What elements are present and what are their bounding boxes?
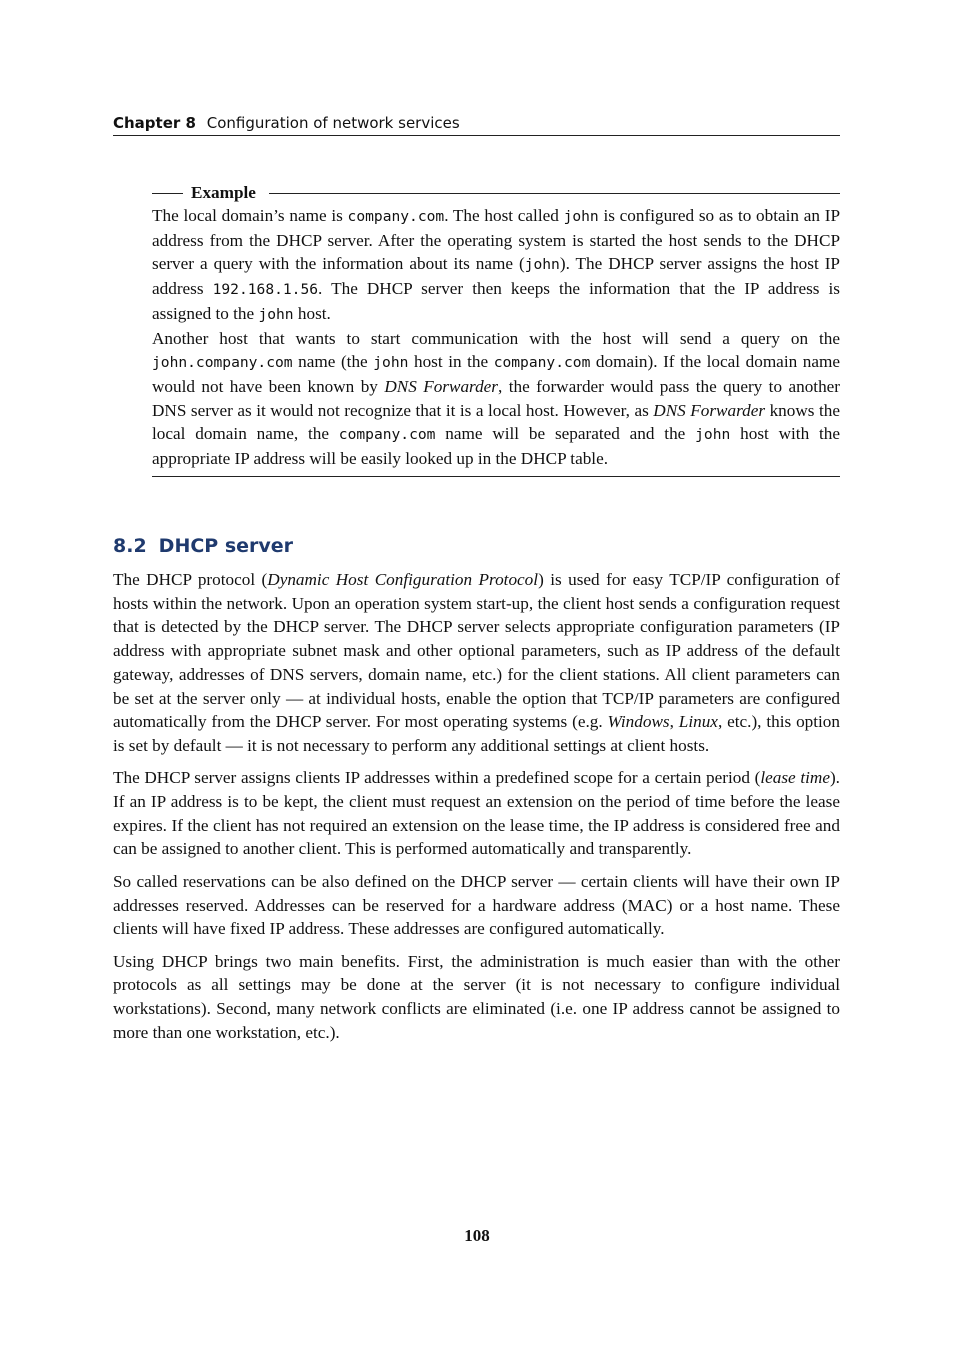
text-run: is configured so as to obtain an IP address from the DHCP server. After the operating system is started the host sends to the DHCP server a query with the information about its name ( [152, 206, 840, 274]
text-run: The DHCP server assigns clients IP addresses within a predefined scope for a certain period ( [113, 768, 761, 788]
text-run: . The host called [444, 206, 564, 225]
example-rule-right [269, 193, 840, 194]
text-run: name (the [292, 352, 374, 372]
text-run: Another host that wants to start communication with the host will send a query on the [152, 328, 840, 348]
running-header [113, 114, 840, 136]
code-host: john [258, 305, 294, 323]
code-ip-address: 192.168.1.56 [212, 281, 319, 299]
example-label: Example [191, 183, 256, 202]
text-run: knows the local domain name, the [152, 400, 840, 444]
code-domain: company.com [347, 208, 445, 225]
body-paragraph-4: Using DHCP brings two main benefits. First, the administration is much easier than with the other protocols as all settings may be done at the server (it is not necessary to configure individual workstations). Second, many network conflicts are eliminated (i.e. one IP address cannot be assigned to more than one workstation, etc.). [113, 951, 840, 1042]
code-fqdn: john.company.com [152, 354, 293, 372]
example-rule-left [152, 193, 183, 194]
body-paragraph-1 [113, 568, 840, 758]
text-run: , etc.), this option is set by default — it is not necessary to perform any additional settings at client hosts. [113, 712, 840, 755]
section-number: 8.2 [113, 535, 147, 557]
section-title: DHCP server [158, 535, 294, 557]
example-rule-bottom [152, 476, 840, 477]
text-run: domain). If the local domain name would not have been known by [152, 352, 840, 396]
os-name: Windows [607, 712, 670, 732]
example-paragraph-1 [152, 204, 840, 327]
page-number: 108 [464, 1226, 490, 1245]
text-run: , the forwarder would pass the query to another DNS server as it would not recognize that it is a local host. However, as [152, 376, 841, 420]
code-host: john [695, 426, 731, 444]
chapter-title: Configuration of network services [206, 114, 460, 132]
section-heading [113, 534, 293, 558]
code-host: john [373, 354, 409, 372]
product-name: DNS Forwarder [653, 400, 766, 420]
text-run: The DHCP protocol ( [113, 570, 268, 589]
term: lease time [760, 768, 830, 788]
product-name: DNS Forwarder [384, 376, 499, 396]
text-run: ). The DHCP server assigns the host IP address [152, 254, 840, 299]
text-run: host. [293, 303, 331, 323]
text-run: . The DHCP server then keeps the information that the IP address is assigned to the [152, 279, 840, 323]
text-run: ) is used for easy TCP/IP configuration of hosts within the network. Upon an operation system start-up, the client host sends a configuration request that is detected by the DHCP server. The DHCP server selects appropriate configuration parameters (IP address with appropriate subnet mask and other optional parameters, such as IP address of the default gateway, addresses of DNS servers, domain name, etc.) for the client stations. All client parameters can be set at the server only — at individual hosts, enable the option that TCP/IP parameters are configured automatically from the DHCP server. For most operating systems (e.g. [113, 570, 840, 732]
code-host: john [563, 208, 599, 225]
code-domain: company.com [338, 426, 436, 444]
example-paragraph-2 [152, 327, 840, 471]
text-run: ). If an IP address is to be kept, the client must request an extension on the period of time before the lease expires. If the client has not required an extension on the lease time, the IP address is considered free and can be assigned to another client. This is performed automatically and transparently. [113, 768, 840, 859]
text-run: The local domain’s name is [152, 206, 348, 225]
example-body [152, 204, 840, 471]
term: Dynamic Host Configuration Protocol [267, 570, 539, 589]
body-paragraph-2 [113, 766, 840, 861]
text-run: name will be separated and the [435, 424, 696, 444]
example-box [152, 182, 840, 477]
code-host: john [524, 256, 560, 274]
text-run: host with the appropriate IP address will be easily looked up in the DHCP table. [152, 424, 840, 469]
code-domain: company.com [493, 354, 591, 372]
example-header [152, 182, 840, 204]
body-paragraph-3: So called reservations can be also defined on the DHCP server — certain clients will have their own IP addresses reserved. Addresses can be reserved for a hardware address (MAC) or a host name. These clients will have fixed IP address. These addresses are configured automatically. [113, 871, 840, 939]
text-run: , [669, 712, 679, 732]
chapter-label: Chapter 8 [113, 114, 196, 132]
os-name: Linux [678, 712, 718, 732]
text-run: host in the [408, 352, 494, 372]
section-body [113, 568, 840, 1053]
